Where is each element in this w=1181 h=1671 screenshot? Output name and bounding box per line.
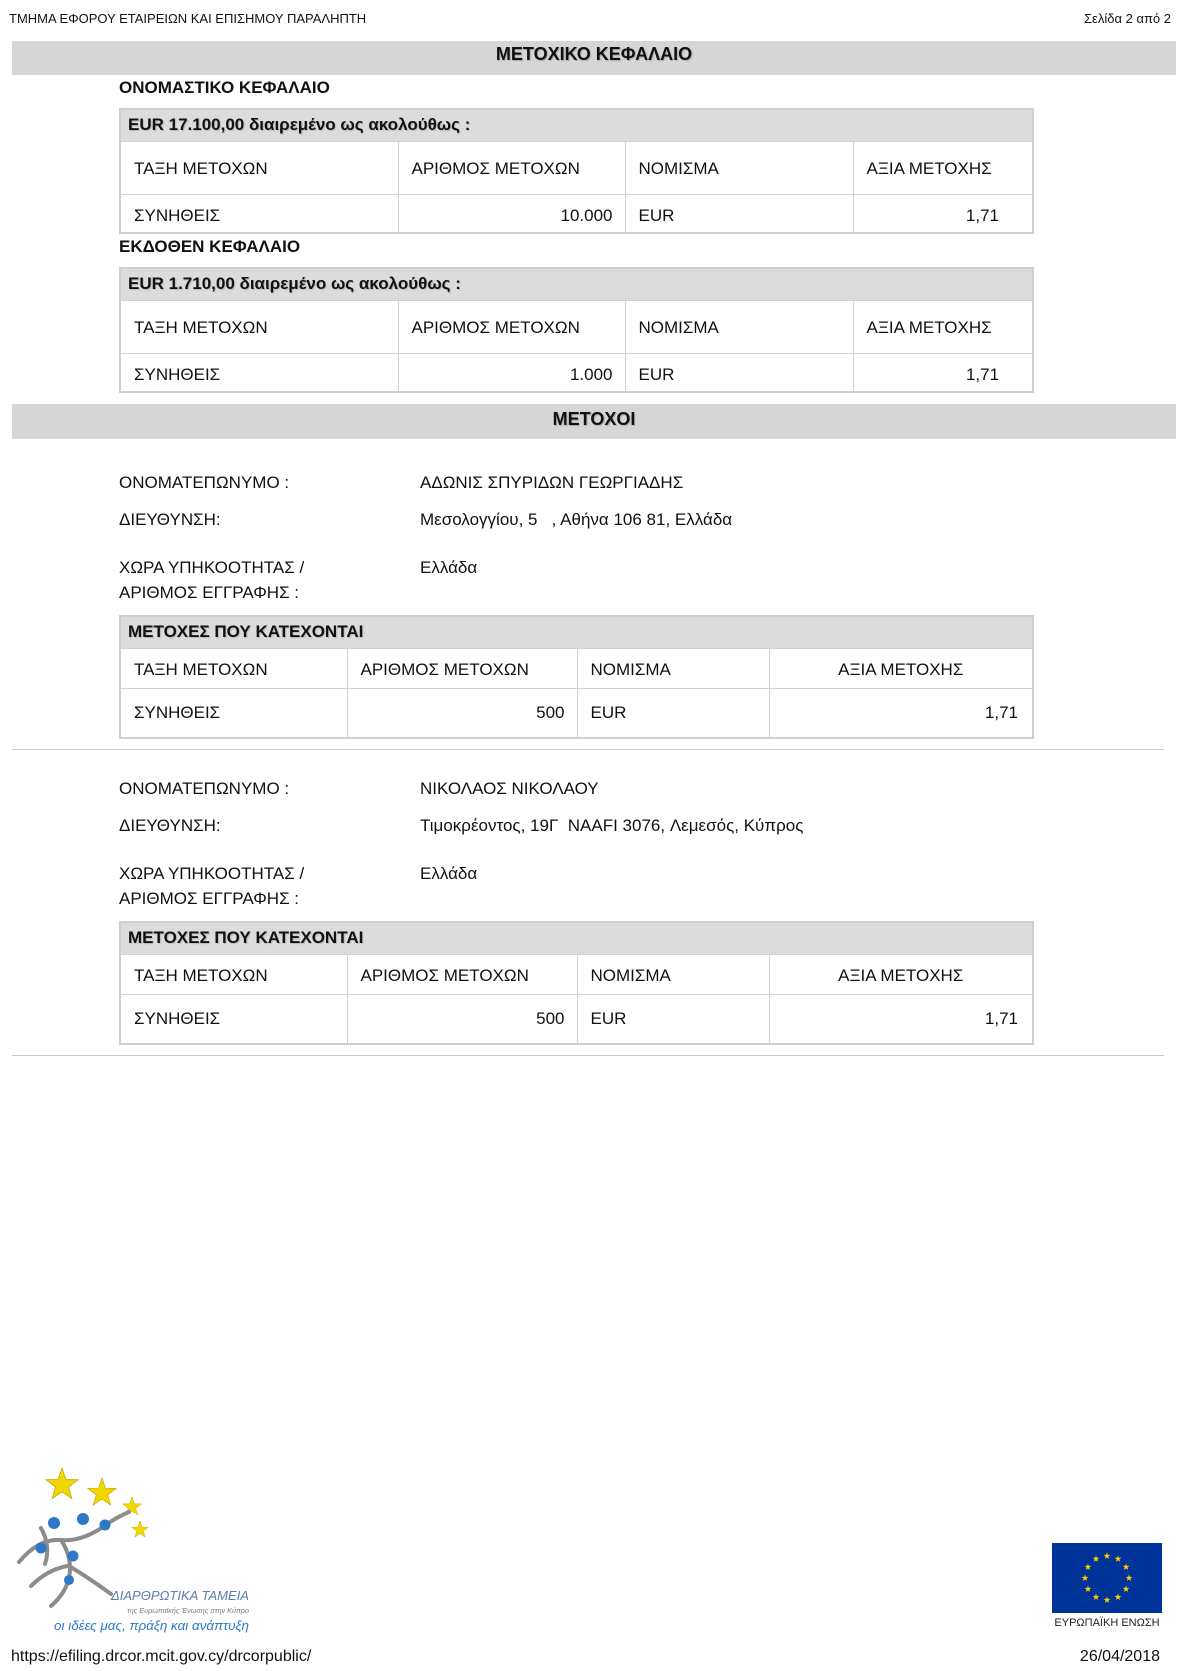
share-class-cell: ΣΥΝΗΘΕΙΣ	[120, 194, 398, 233]
column-header-share-count: ΑΡΙΘΜΟΣ ΜΕΤΟΧΩΝ	[347, 648, 577, 688]
share-count-cell: 10.000	[398, 194, 625, 233]
nominal-capital-table	[119, 108, 1034, 234]
table-row	[120, 353, 1033, 392]
issued-capital-label: ΕΚΔΟΘΕΝ ΚΕΦΑΛΑΙΟ	[119, 237, 301, 256]
logo-subtitle: της Ευρωπαϊκής Ένωσης στην Κύπρο	[127, 1606, 249, 1615]
column-header-currency: ΝΟΜΙΣΜΑ	[625, 141, 853, 194]
currency-cell: EUR	[577, 994, 769, 1044]
shareholder-name: ΑΔΩΝΙΣ ΣΠΥΡΙΔΩΝ ΓΕΩΡΓΙΑΔΗΣ	[420, 473, 684, 492]
structural-funds-logo	[11, 1466, 252, 1638]
share-capital-title: ΜΕΤΟΧΙΚΟ ΚΕΦΑΛΑΙΟ	[12, 41, 1176, 75]
office-header: ΤΜΗΜΑ ΕΦΟΡΟΥ ΕΤΑΙΡΕΙΩΝ ΚΑΙ ΕΠΙΣΗΜΟΥ ΠΑΡΑΛΗΠΤΗ	[9, 11, 367, 26]
shareholders-title: ΜΕΤΟΧΟΙ	[12, 404, 1176, 439]
address-label: ΔΙΕΥΘΥΝΣΗ:	[119, 510, 221, 529]
nationality-label-line2: ΑΡΙΘΜΟΣ ΕΓΓΡΑΦΗΣ :	[119, 889, 300, 908]
share-count-cell: 1.000	[398, 353, 625, 392]
holdings-table	[119, 615, 1034, 739]
nominal-capital-label: ΟΝΟΜΑΣΤΙΚΟ ΚΕΦΑΛΑΙΟ	[119, 78, 330, 97]
nationality-label-line1: ΧΩΡΑ ΥΠΗΚΟΟΤΗΤΑΣ /	[119, 864, 305, 883]
holdings-table	[119, 921, 1034, 1045]
column-header-share-count: ΑΡΙΘΜΟΣ ΜΕΤΟΧΩΝ	[398, 141, 625, 194]
share-class-cell: ΣΥΝΗΘΕΙΣ	[120, 994, 347, 1044]
share-count-cell: 500	[347, 688, 577, 738]
column-header-share-value: ΑΞΙΑ ΜΕΤΟΧΗΣ	[853, 300, 1033, 353]
eu-caption: ΕΥΡΩΠΑΪΚΗ ΕΝΩΣΗ	[1054, 1617, 1160, 1629]
shareholder-nationality: Ελλάδα	[420, 558, 478, 577]
holdings-heading: ΜΕΤΟΧΕΣ ΠΟΥ ΚΑΤΕΧΟΝΤΑΙ	[120, 616, 1033, 648]
currency-cell: EUR	[577, 688, 769, 738]
shareholder-divider	[12, 749, 1164, 750]
full-name-label: ΟΝΟΜΑΤΕΠΩΝΥΜΟ :	[119, 473, 290, 492]
logo-title: ΔΙΑΡΘΡΩΤΙΚΑ ΤΑΜΕΙΑ	[109, 1588, 249, 1603]
currency-cell: EUR	[625, 194, 853, 233]
column-header-share-count: ΑΡΙΘΜΟΣ ΜΕΤΟΧΩΝ	[398, 300, 625, 353]
nominal-capital-heading: EUR 17.100,00 διαιρεμένο ως ακολούθως :	[120, 109, 1033, 141]
column-header-share-class: ΤΑΞΗ ΜΕΤΟΧΩΝ	[120, 300, 398, 353]
eu-flag-icon	[1052, 1543, 1162, 1613]
shareholder-block	[0, 463, 1181, 763]
shareholder-block	[0, 769, 1181, 1069]
share-value-cell: 1,71	[769, 994, 1033, 1044]
share-value-cell: 1,71	[853, 194, 1033, 233]
column-header-share-class: ΤΑΞΗ ΜΕΤΟΧΩΝ	[120, 648, 347, 688]
column-header-share-class: ΤΑΞΗ ΜΕΤΟΧΩΝ	[120, 954, 347, 994]
column-header-currency: ΝΟΜΙΣΜΑ	[577, 954, 769, 994]
shareholder-address: Τιμοκρέοντος, 19Γ NAAFI 3076, Λεμεσός, Κύπρος	[420, 816, 804, 835]
page-indicator: Σελίδα 2 από 2	[1084, 11, 1171, 26]
shareholder-name: ΝΙΚΟΛΑΟΣ ΝΙΚΟΛΑΟΥ	[420, 779, 599, 798]
share-count-cell: 500	[347, 994, 577, 1044]
table-row	[120, 194, 1033, 233]
nationality-label-line2: ΑΡΙΘΜΟΣ ΕΓΓΡΑΦΗΣ :	[119, 583, 300, 602]
currency-cell: EUR	[625, 353, 853, 392]
column-header-share-value: ΑΞΙΑ ΜΕΤΟΧΗΣ	[769, 954, 1033, 994]
column-header-currency: ΝΟΜΙΣΜΑ	[625, 300, 853, 353]
nationality-label-line1: ΧΩΡΑ ΥΠΗΚΟΟΤΗΤΑΣ /	[119, 558, 305, 577]
full-name-label: ΟΝΟΜΑΤΕΠΩΝΥΜΟ :	[119, 779, 290, 798]
shareholder-divider	[12, 1055, 1164, 1056]
column-header-share-value: ΑΞΙΑ ΜΕΤΟΧΗΣ	[769, 648, 1033, 688]
shareholder-nationality: Ελλάδα	[420, 864, 478, 883]
print-date: 26/04/2018	[1079, 1648, 1160, 1665]
issued-capital-heading: EUR 1.710,00 διαιρεμένο ως ακολούθως :	[120, 268, 1033, 300]
share-class-cell: ΣΥΝΗΘΕΙΣ	[120, 353, 398, 392]
share-value-cell: 1,71	[853, 353, 1033, 392]
column-header-share-count: ΑΡΙΘΜΟΣ ΜΕΤΟΧΩΝ	[347, 954, 577, 994]
shareholder-address: Μεσολογγίου, 5 , Αθήνα 106 81, Ελλάδα	[420, 510, 733, 529]
address-label: ΔΙΕΥΘΥΝΣΗ:	[119, 816, 221, 835]
table-row	[120, 994, 1033, 1044]
share-class-cell: ΣΥΝΗΘΕΙΣ	[120, 688, 347, 738]
source-url: https://efiling.drcor.mcit.gov.cy/drcorpublic/	[11, 1648, 312, 1665]
table-row	[120, 688, 1033, 738]
column-header-currency: ΝΟΜΙΣΜΑ	[577, 648, 769, 688]
logo-slogan: οι ιδέες μας, πράξη και ανάπτυξη	[54, 1618, 249, 1633]
logo-stars	[46, 1468, 149, 1537]
share-value-cell: 1,71	[769, 688, 1033, 738]
column-header-share-class: ΤΑΞΗ ΜΕΤΟΧΩΝ	[120, 141, 398, 194]
issued-capital-table	[119, 267, 1034, 393]
holdings-heading: ΜΕΤΟΧΕΣ ΠΟΥ ΚΑΤΕΧΟΝΤΑΙ	[120, 922, 1033, 954]
column-header-share-value: ΑΞΙΑ ΜΕΤΟΧΗΣ	[853, 141, 1033, 194]
